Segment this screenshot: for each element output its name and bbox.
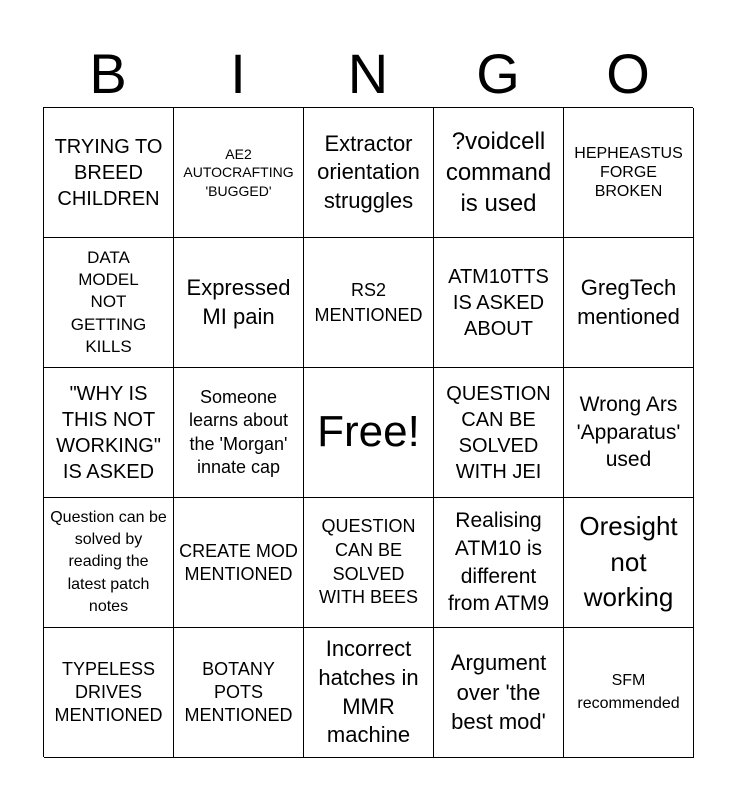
bingo-cell-r4c1[interactable] [44, 498, 174, 628]
header-letter-b: B [89, 42, 127, 105]
cell-text: HEPHEASTUS FORGE BROKEN [574, 144, 683, 201]
bingo-cell-r3c5[interactable] [564, 368, 694, 498]
cell-text: ?voidcell command is used [445, 127, 552, 218]
header-letter-i: I [230, 42, 246, 105]
cell-text: Expressed MI pain [186, 274, 291, 329]
bingo-cell-r3c1[interactable] [44, 368, 174, 498]
cell-text: Wrong Ars 'Apparatus' used [576, 392, 681, 472]
bingo-cell-r5c4[interactable] [434, 628, 564, 758]
bingo-cell-r5c2[interactable] [174, 628, 304, 758]
cell-text: Argument over 'the best mod' [450, 649, 547, 735]
bingo-cell-r5c5[interactable] [564, 628, 694, 758]
bingo-cell-r1c1[interactable] [44, 108, 174, 238]
cell-text: RS2 MENTIONED [314, 280, 423, 325]
bingo-cell-r3c2[interactable] [174, 368, 304, 498]
bingo-cell-r1c4[interactable] [434, 108, 564, 238]
bingo-cell-r5c3[interactable] [304, 628, 434, 758]
header-letter-g: G [476, 42, 520, 105]
cell-text: Oresight not working [579, 510, 678, 613]
bingo-cell-r1c3[interactable] [304, 108, 434, 238]
cell-text: Extractor orientation struggles [317, 130, 420, 213]
cell-text: ATM10TTS IS ASKED ABOUT [448, 265, 549, 340]
bingo-cell-r4c4[interactable] [434, 498, 564, 628]
bingo-cell-r3c4[interactable] [434, 368, 564, 498]
cell-text: QUESTION CAN BE SOLVED WITH JEI [446, 382, 551, 483]
cell-text: Realising ATM10 is different from ATM9 [447, 509, 550, 616]
cell-text: "WHY IS THIS NOT WORKING" IS ASKED [56, 382, 161, 483]
bingo-cell-r2c2[interactable] [174, 238, 304, 368]
bingo-cell-r4c5[interactable] [564, 498, 694, 628]
cell-text: GregTech mentioned [577, 274, 680, 329]
bingo-board [43, 107, 693, 757]
cell-text: Incorrect hatches in MMR machine [318, 636, 419, 748]
cell-text: DATA MODEL NOT GETTING KILLS [70, 248, 147, 356]
bingo-cell-r4c2[interactable] [174, 498, 304, 628]
bingo-cell-r1c5[interactable] [564, 108, 694, 238]
cell-text: CREATE MOD MENTIONED [179, 540, 298, 584]
cell-text: TYPELESS DRIVES MENTIONED [54, 659, 163, 725]
cell-text: AE2 AUTOCRAFTING 'BUGGED' [183, 146, 294, 199]
cell-text: QUESTION CAN BE SOLVED WITH BEES [318, 516, 418, 608]
cell-text: TRYING TO BREED CHILDREN [54, 135, 163, 210]
bingo-header [43, 40, 693, 108]
cell-text: Question can be solved by reading the latest patch notes [50, 508, 167, 616]
bingo-cell-free[interactable] [304, 368, 434, 498]
header-letter-n: N [347, 42, 389, 105]
bingo-cell-r5c1[interactable] [44, 628, 174, 758]
bingo-cell-r2c4[interactable] [434, 238, 564, 368]
bingo-cell-r2c1[interactable] [44, 238, 174, 368]
cell-text: BOTANY POTS MENTIONED [184, 659, 293, 725]
cell-text: SFM recommended [577, 672, 680, 712]
free-space-text: Free! [317, 407, 420, 457]
header-letter-o: O [606, 42, 650, 105]
cell-text: Someone learns about the 'Morgan' innate cap [188, 386, 289, 477]
bingo-cell-r1c2[interactable] [174, 108, 304, 238]
bingo-cell-r2c5[interactable] [564, 238, 694, 368]
bingo-cell-r4c3[interactable] [304, 498, 434, 628]
bingo-cell-r2c3[interactable] [304, 238, 434, 368]
